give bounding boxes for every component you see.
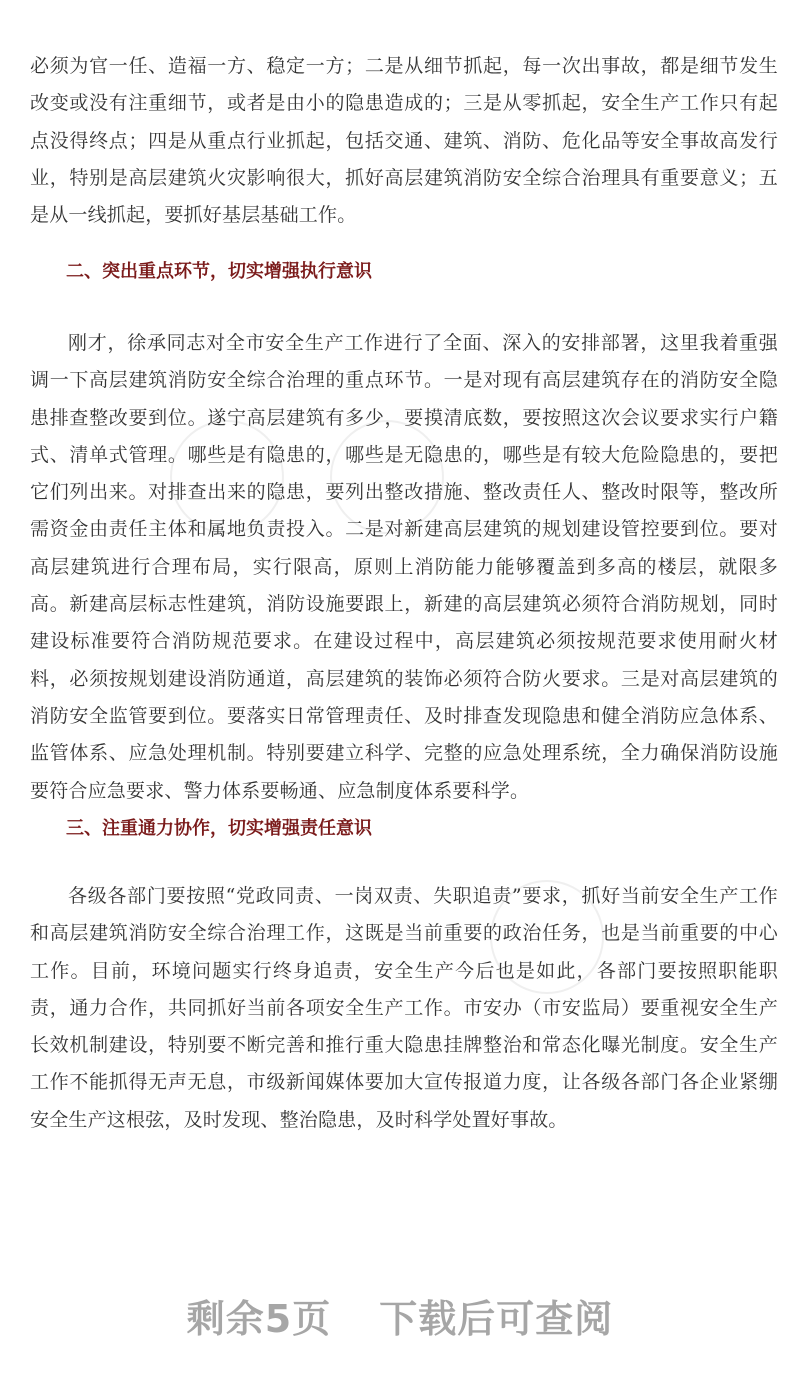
download-to-view-label: 下载后可查阅 [379, 1297, 614, 1341]
section-heading: 二、突出重点环节，切实增强执行意识 [66, 261, 372, 282]
section-heading: 三、注重通力协作，切实增强责任意识 [66, 818, 372, 839]
body-paragraph: 各级各部门要按照“党政同责、一岗双责、失职追责”要求，抓好当前安全生产工作和高层建筑消防安全综合治理工作，这既是当前重要的政治任务，也是当前重要的中心工作。目前，环境问题实行终身追责，安全生产今后也是如此，各部门要按照职能职责，通力合作，共同抓好当前各项安全生产工作。市安办（市安监局）要重视安全生产长效机制建设，特别要不断完善和推行重大隐患挂牌整治和常态化曝光制度。安全生产工作不能抓得无声无息，市级新闻媒体要加大宣传报道力度，让各级各部门各企业紧绷安全生产这根弦，及时发现、整治隐患，及时科学处置好事故。 [30, 885, 778, 1131]
download-prompt-banner[interactable] [0, 1288, 800, 1343]
remaining-pages-label: 剩余5页 [186, 1297, 332, 1341]
body-paragraph: 必须为官一任、造福一方、稳定一方；二是从细节抓起，每一次出事故，都是细节发生改变或没有注重细节，或者是由小的隐患造成的；三是从零抓起，安全生产工作只有起点没得终点；四是从重点行业抓起，包括交通、建筑、消防、危化品等安全事故高发行业，特别是高层建筑火灾影响很大，抓好高层建筑消防安全综合治理具有重要意义；五是从一线抓起，要抓好基层基础工作。 [30, 55, 778, 227]
body-paragraph: 刚才，徐承同志对全市安全生产工作进行了全面、深入的安排部署，这里我着重强调一下高层建筑消防安全综合治理的重点环节。一是对现有高层建筑存在的消防安全隐患排查整改要到位。遂宁高层建筑有多少，要摸清底数，要按照这次会议要求实行户籍式、清单式管理。哪些是有隐患的，哪些是无隐患的，哪些是有较大危险隐患的，要把它们列出来。对排查出来的隐患，要列出整改措施、整改责任人、整改时限等，整改所需资金由责任主体和属地负责投入。二是对新建高层建筑的规划建设管控要到位。要对高层建筑进行合理布局，实行限高，原则上消防能力能够覆盖到多高的楼层，就限多高。新建高层标志性建筑，消防设施要跟上，新建的高层建筑必须符合消防规划，同时建设标准要符合消防规范要求。在建设过程中，高层建筑必须按规范要求使用耐火材料，必须按规划建设消防通道，高层建筑的装饰必须符合防火要求。三是对高层建筑的消防安全监管要到位。要落实日常管理责任、及时排查发现隐患和健全消防应急体系、监管体系、应急处理机制。特别要建立科学、完整的应急处理系统，全力确保消防设施要符合应急要求、警力体系要畅通、应急制度体系要科学。 [30, 332, 778, 802]
